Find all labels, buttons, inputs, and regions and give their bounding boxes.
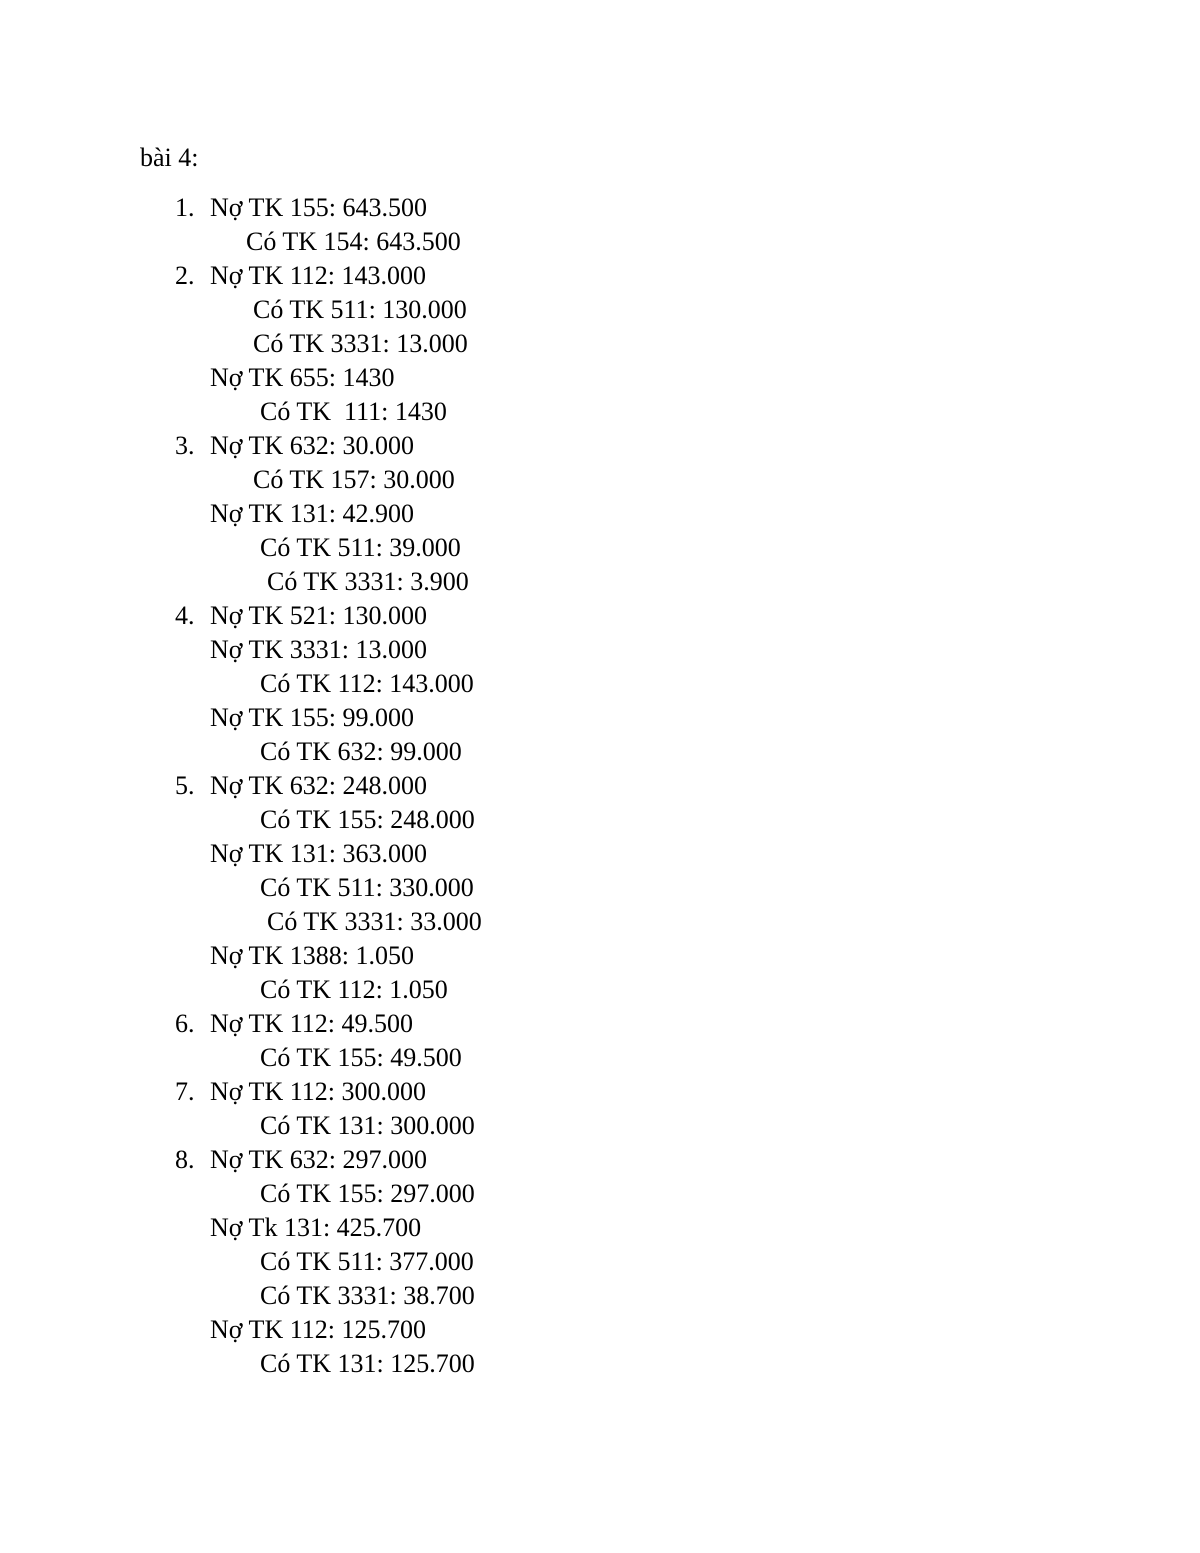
credit-entry-line: Có TK 112: 1.050 xyxy=(260,975,448,1004)
credit-entry-line: Có TK 131: 125.700 xyxy=(260,1349,475,1378)
credit-entry-line: Có TK 3331: 3.900 xyxy=(267,567,469,596)
credit-entry-line: Có TK 511: 39.000 xyxy=(260,533,461,562)
debit-entry-line: Nợ TK 3331: 13.000 xyxy=(210,635,427,664)
exercise-heading: bài 4: xyxy=(140,143,199,172)
entry-number: 2. xyxy=(175,261,195,290)
credit-entry-line: Có TK 632: 99.000 xyxy=(260,737,462,766)
credit-entry-line: Có TK 111: 1430 xyxy=(260,397,447,426)
debit-entry-line: Nợ TK 112: 143.000 xyxy=(210,261,426,290)
debit-entry-line: Nợ TK 521: 130.000 xyxy=(210,601,427,630)
debit-entry-line: Nợ TK 632: 248.000 xyxy=(210,771,427,800)
credit-entry-line: Có TK 131: 300.000 xyxy=(260,1111,475,1140)
debit-entry-line: Nợ TK 112: 125.700 xyxy=(210,1315,426,1344)
credit-entry-line: Có TK 3331: 13.000 xyxy=(253,329,468,358)
debit-entry-line: Nợ TK 632: 297.000 xyxy=(210,1145,427,1174)
credit-entry-line: Có TK 154: 643.500 xyxy=(246,227,461,256)
debit-entry-line: Nợ TK 131: 42.900 xyxy=(210,499,414,528)
entry-number: 6. xyxy=(175,1009,195,1038)
debit-entry-line: Nợ TK 632: 30.000 xyxy=(210,431,414,460)
entry-number: 5. xyxy=(175,771,195,800)
debit-entry-line: Nợ TK 1388: 1.050 xyxy=(210,941,414,970)
debit-entry-line: Nợ TK 112: 300.000 xyxy=(210,1077,426,1106)
credit-entry-line: Có TK 3331: 38.700 xyxy=(260,1281,475,1310)
entry-number: 4. xyxy=(175,601,195,630)
debit-entry-line: Nợ TK 131: 363.000 xyxy=(210,839,427,868)
credit-entry-line: Có TK 511: 330.000 xyxy=(260,873,474,902)
credit-entry-line: Có TK 3331: 33.000 xyxy=(267,907,482,936)
credit-entry-line: Có TK 155: 49.500 xyxy=(260,1043,462,1072)
debit-entry-line: Nợ TK 155: 99.000 xyxy=(210,703,414,732)
credit-entry-line: Có TK 511: 130.000 xyxy=(253,295,467,324)
credit-entry-line: Có TK 157: 30.000 xyxy=(253,465,455,494)
credit-entry-line: Có TK 155: 248.000 xyxy=(260,805,475,834)
entry-number: 7. xyxy=(175,1077,195,1106)
debit-entry-line: Nợ TK 655: 1430 xyxy=(210,363,395,392)
entry-number: 8. xyxy=(175,1145,195,1174)
credit-entry-line: Có TK 511: 377.000 xyxy=(260,1247,474,1276)
debit-entry-line: Nợ Tk 131: 425.700 xyxy=(210,1213,422,1242)
debit-entry-line: Nợ TK 155: 643.500 xyxy=(210,193,427,222)
debit-entry-line: Nợ TK 112: 49.500 xyxy=(210,1009,413,1038)
entry-number: 1. xyxy=(175,193,195,222)
credit-entry-line: Có TK 112: 143.000 xyxy=(260,669,474,698)
credit-entry-line: Có TK 155: 297.000 xyxy=(260,1179,475,1208)
entry-number: 3. xyxy=(175,431,195,460)
